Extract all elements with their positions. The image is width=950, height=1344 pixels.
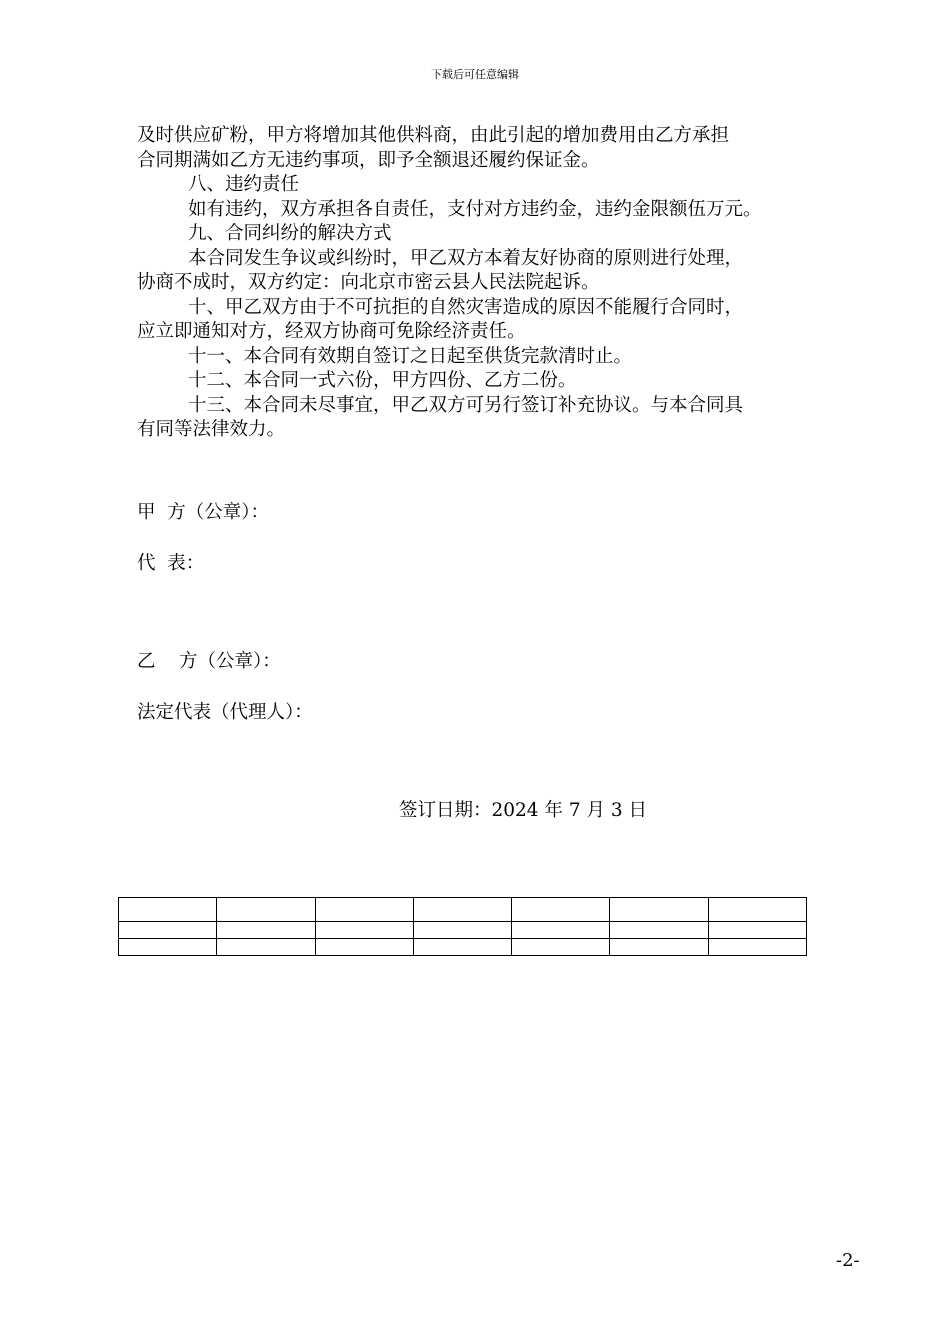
contract-body: [137, 124, 877, 443]
paragraph-line: 本合同发生争议或纠纷时，甲乙双方本着友好协商的原则进行处理，: [188, 247, 744, 269]
paragraph-line: 十二、本合同一式六份，甲方四份、乙方二份。: [188, 370, 577, 391]
table-cell: [315, 939, 413, 956]
page-header: 下载后可任意编辑: [431, 68, 519, 81]
table-cell: [610, 898, 708, 922]
paragraph-line: 有同等法律效力。: [137, 419, 286, 440]
table-cell: [413, 898, 511, 922]
blank-table: [118, 897, 807, 956]
table-cell: [217, 922, 315, 939]
table-cell: [708, 898, 806, 922]
paragraph-line: 及时供应矿粉，甲方将增加其他供料商，由此引起的增加费用由乙方承担: [137, 125, 730, 146]
paragraph-line: 合同期满如乙方无违约事项，即予全额退还履约保证金。: [137, 149, 600, 171]
table-cell: [413, 939, 511, 956]
paragraph-line: 协商不成时，双方约定：向北京市密云县人民法院起诉。: [137, 272, 600, 293]
party-a-seal-label: 甲 方（公章）：: [137, 502, 270, 523]
table-cell: [708, 922, 806, 939]
paragraph-line: 十、甲乙双方由于不可抗拒的自然灾害造成的原因不能履行合同时，: [188, 296, 744, 318]
table-cell: [610, 922, 708, 939]
paragraph-line: 十三、本合同未尽事宜，甲乙双方可另行签订补充协议。与本合同具: [188, 394, 744, 416]
paragraph-line: 十一、本合同有效期自签订之日起至供货完款清时止。: [188, 345, 633, 367]
table-cell: [315, 922, 413, 939]
party-a-representative-label: 代 表：: [137, 553, 205, 574]
table-cell: [610, 939, 708, 956]
paragraph-line: 应立即通知对方，经双方协商可免除经济责任。: [137, 321, 526, 342]
table-row: [119, 922, 807, 939]
table-cell: [413, 922, 511, 939]
party-b-representative-label: 法定代表（代理人）：: [137, 702, 313, 723]
table-cell: [512, 939, 610, 956]
signing-date: 签订日期：2024 年 7 月 3 日: [399, 800, 648, 821]
party-b-seal-label: 乙 方（公章）：: [137, 651, 281, 672]
paragraph-line: 九、合同纠纷的解决方式: [188, 223, 392, 244]
table-cell: [512, 898, 610, 922]
table-cell: [217, 898, 315, 922]
table-cell: [512, 922, 610, 939]
table-cell: [119, 898, 217, 922]
table-cell: [119, 939, 217, 956]
table-cell: [119, 922, 217, 939]
table-row: [119, 898, 807, 922]
table-cell: [217, 939, 315, 956]
table-cell: [708, 939, 806, 956]
table-cell: [315, 898, 413, 922]
paragraph-line: 八、违约责任: [188, 174, 300, 195]
table-row: [119, 939, 807, 956]
paragraph-line: 如有违约，双方承担各自责任，支付对方违约金，违约金限额伍万元。: [188, 198, 762, 220]
page-number: -2-: [836, 1250, 860, 1271]
